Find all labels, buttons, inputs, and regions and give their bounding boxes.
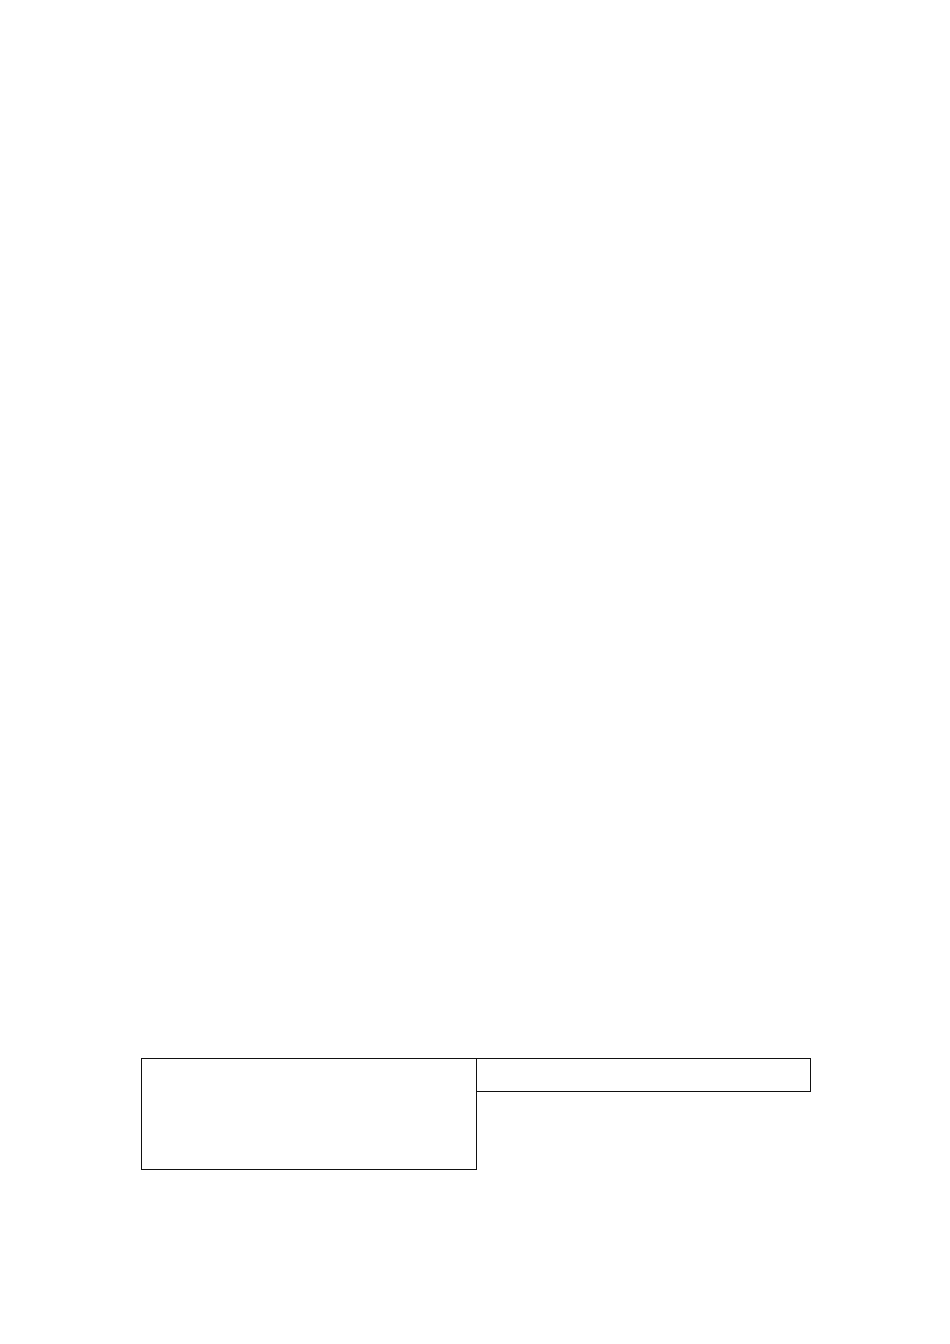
section-title: [144, 410, 810, 429]
fire-distance-table: [141, 1058, 811, 1222]
name-header: [142, 1059, 477, 1170]
group-header: [476, 1059, 811, 1092]
